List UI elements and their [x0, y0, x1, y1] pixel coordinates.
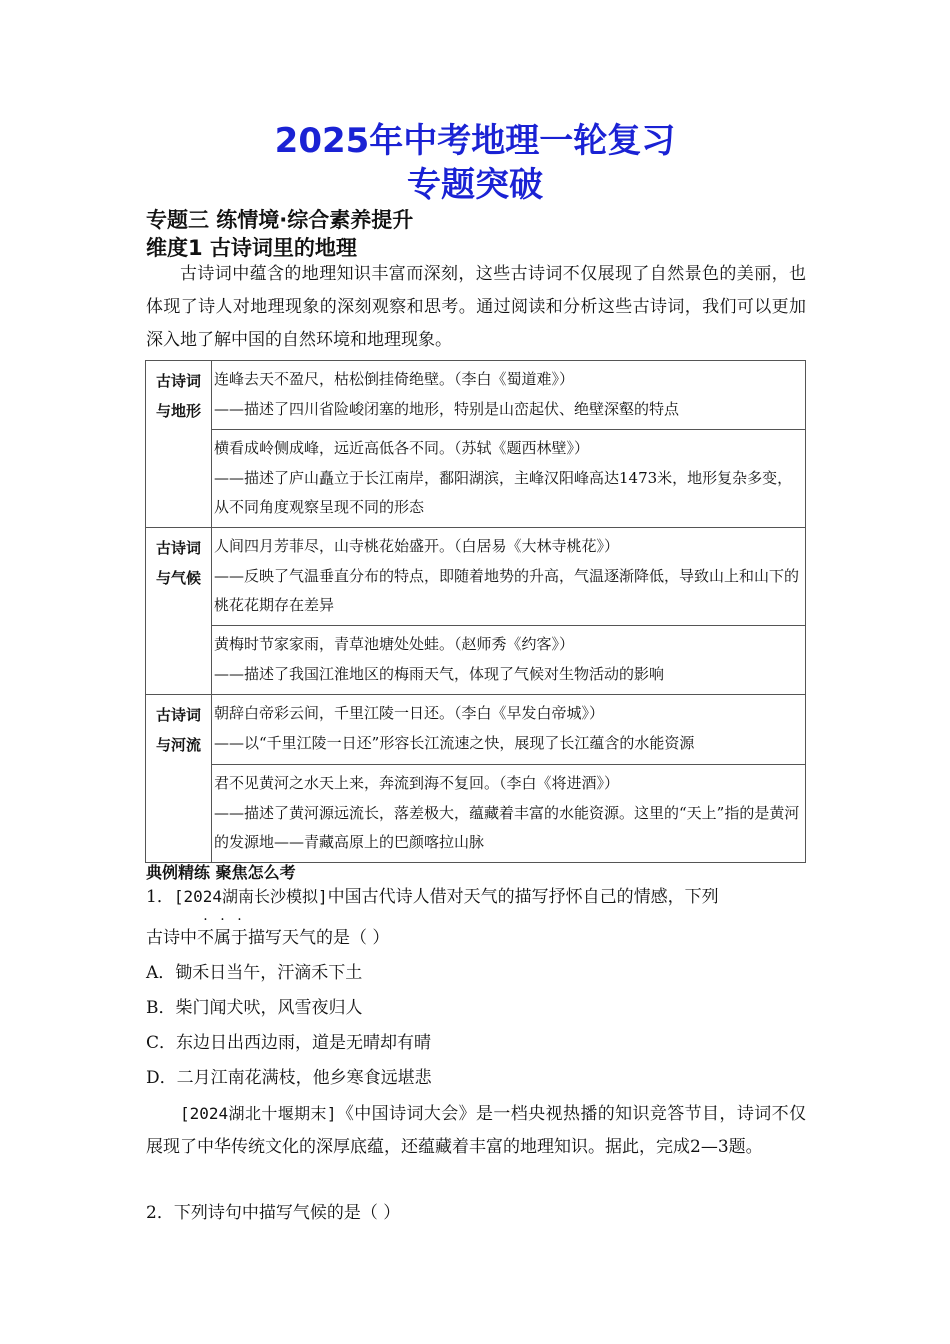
- table-row: [146, 626, 806, 695]
- question-1-stem: 1．[2024湖南长沙模拟]中国古代诗人借对天气的描写抒怀自己的情感，下列: [146, 887, 719, 907]
- poem-cell: [212, 361, 806, 430]
- poem-line: 君不见黄河之水天上来，奔流到海不复回。（李白《将进酒》）: [214, 774, 620, 792]
- question-source: [2024湖南长沙模拟]: [173, 887, 328, 906]
- question-number: 1．: [146, 887, 174, 907]
- poem-note: ——描述了我国江淮地区的梅雨天气，体现了气候对生物活动的影响: [214, 664, 665, 683]
- poem-cell: [212, 528, 806, 626]
- option-c[interactable]: C．东边日出西边雨，道是无晴却有晴: [146, 1033, 432, 1053]
- table-row: [146, 430, 806, 528]
- poem-geography-table: [145, 360, 806, 863]
- poem-note: ——描述了黄河源远流长，落差极大，蕴藏着丰富的水能资源。这里的“天上”指的是黄河的发源地——青藏高原上的巴颜喀拉山脉: [214, 803, 800, 851]
- intro-paragraph: 古诗词中蕴含的地理知识丰富而深刻，这些古诗词不仅展现了自然景色的美丽，也体现了诗人对地理现象的深刻观察和思考。通过阅读和分析这些古诗词，我们可以更加深入地了解中国的自然环境和地理现象。: [146, 264, 806, 350]
- option-b[interactable]: B．柴门闻犬吠，风雪夜归人: [146, 998, 363, 1018]
- section-title: 典例精练 聚焦怎么考: [146, 863, 296, 882]
- poem-line: 黄梅时节家家雨，青草池塘处处蛙。（赵师秀《约客》）: [214, 635, 575, 653]
- poem-line: 朝辞白帝彩云间，千里江陵一日还。（李白《早发白帝城》）: [214, 704, 605, 722]
- poem-note: ——描述了庐山矗立于长江南岸，鄱阳湖滨，主峰汉阳峰高达1473米，地形复杂多变，从不同角度观察呈现不同的形态: [214, 468, 793, 516]
- poem-line: 横看成岭侧成峰，远近高低各不同。（苏轼《题西林壁》）: [214, 439, 590, 457]
- question-2-stem: 2．下列诗句中描写气候的是（ ）: [146, 1203, 401, 1223]
- poem-note: ——以“千里江陵一日还”形容长江流速之快，展现了长江蕴含的水能资源: [214, 733, 695, 752]
- table-row: [146, 528, 806, 626]
- option-a[interactable]: A．锄禾日当午，汗滴禾下土: [146, 963, 363, 983]
- table-row: [146, 695, 806, 765]
- category-climate: 古诗词 与气候: [146, 528, 212, 695]
- category-rivers: 古诗词 与河流: [146, 695, 212, 863]
- document-subtitle: 专题突破: [407, 165, 543, 205]
- dimension-heading: 维度1 古诗词里的地理: [146, 236, 357, 260]
- poem-line: 人间四月芳菲尽，山寺桃花始盛开。（白居易《大林寺桃花》）: [214, 537, 620, 555]
- category-terrain: 古诗词 与地形: [146, 361, 212, 528]
- emphasis-char: · 于: [231, 912, 248, 948]
- emphasis-char: · 属: [214, 912, 231, 948]
- poem-cell: [212, 430, 806, 528]
- question-1-stem-cont: 古诗中 · 不 · 属 · 于描写天气的是（ ）: [146, 912, 390, 948]
- table-row: [146, 361, 806, 430]
- passage-paragraph: [2024湖北十堰期末]《中国诗词大会》是一档央视热播的知识竞答节目，诗词不仅展现了中华传统文化的深厚底蕴，还蕴藏着丰富的地理知识。据此，完成2—3题。: [146, 1104, 806, 1157]
- passage-source: [2024湖北十堰期末]: [180, 1104, 337, 1123]
- table-row: [146, 765, 806, 863]
- poem-line: 连峰去天不盈尺，枯松倒挂倚绝壁。（李白《蜀道难》）: [214, 370, 575, 388]
- option-d[interactable]: D．二月江南花满枝，他乡寒食远堪悲: [146, 1068, 432, 1088]
- poem-note: ——描述了四川省险峻闭塞的地形，特别是山峦起伏、绝壁深壑的特点: [214, 399, 680, 418]
- poem-cell: [212, 626, 806, 695]
- topic-heading: 专题三 练情境·综合素养提升: [146, 208, 414, 232]
- poem-note: ——反映了气温垂直分布的特点，即随着地势的升高，气温逐渐降低，导致山上和山下的桃花花期存在差异: [214, 566, 800, 614]
- emphasis-char: · 不: [197, 912, 214, 948]
- poem-cell: [212, 765, 806, 863]
- document-title: 2025年中考地理一轮复习: [274, 121, 676, 161]
- poem-cell: [212, 695, 806, 765]
